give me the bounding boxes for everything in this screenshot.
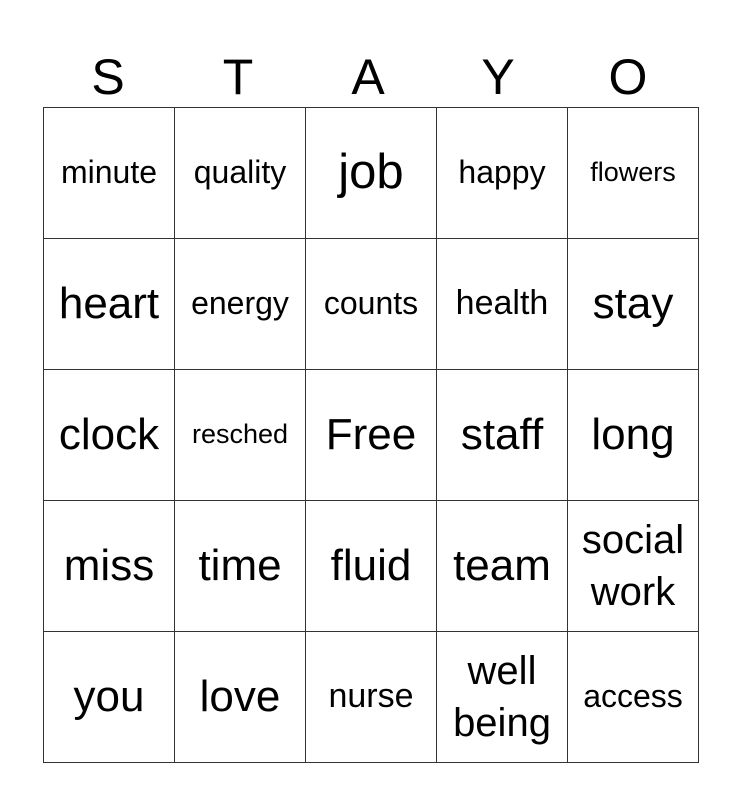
bingo-cell xyxy=(568,632,699,763)
bingo-cell xyxy=(306,632,437,763)
cell-label: long xyxy=(591,409,675,459)
header-letter-s: S xyxy=(91,49,125,105)
bingo-cell xyxy=(306,239,437,370)
cell-label: health xyxy=(455,284,549,323)
bingo-cell xyxy=(306,501,437,632)
cell-label: stay xyxy=(592,278,674,328)
bingo-cell xyxy=(44,501,175,632)
bingo-header xyxy=(43,48,693,106)
cell-label: social work xyxy=(581,518,685,614)
bingo-cell xyxy=(568,501,699,632)
cell-label: happy xyxy=(458,154,546,191)
header-letter-t: T xyxy=(222,49,254,105)
cell-label: well being xyxy=(453,649,551,745)
bingo-cell xyxy=(437,108,568,239)
bingo-cell xyxy=(437,632,568,763)
header-letter-y: Y xyxy=(481,49,515,105)
cell-label: Free xyxy=(325,409,417,459)
cell-label: team xyxy=(453,540,551,590)
bingo-row xyxy=(44,239,699,370)
bingo-cell xyxy=(175,239,306,370)
cell-label: you xyxy=(73,671,145,721)
bingo-row xyxy=(44,370,699,501)
cell-label: miss xyxy=(63,540,155,590)
bingo-cell xyxy=(44,370,175,501)
bingo-cell xyxy=(44,632,175,763)
bingo-cell xyxy=(44,239,175,370)
cell-label: access xyxy=(583,678,683,715)
cell-label: job xyxy=(338,145,404,200)
cell-label: nurse xyxy=(328,677,414,716)
header-letter-o: O xyxy=(608,49,648,105)
cell-label: resched xyxy=(191,419,289,450)
cell-label: love xyxy=(199,671,281,721)
bingo-card xyxy=(43,107,699,763)
bingo-cell xyxy=(175,632,306,763)
cell-label: quality xyxy=(193,154,287,191)
bingo-cell xyxy=(306,370,437,501)
bingo-cell xyxy=(44,108,175,239)
bingo-row xyxy=(44,632,699,763)
bingo-row xyxy=(44,501,699,632)
cell-label: staff xyxy=(460,409,544,459)
cell-label: time xyxy=(198,540,282,590)
bingo-cell xyxy=(306,108,437,239)
bingo-cell xyxy=(568,108,699,239)
cell-label: counts xyxy=(323,285,419,322)
cell-label: heart xyxy=(58,278,160,328)
cell-label: flowers xyxy=(590,157,676,188)
bingo-cell xyxy=(568,239,699,370)
bingo-cell xyxy=(437,239,568,370)
cell-label: fluid xyxy=(330,540,412,590)
bingo-row xyxy=(44,108,699,239)
bingo-cell xyxy=(175,501,306,632)
bingo-cell xyxy=(437,501,568,632)
bingo-cell xyxy=(568,370,699,501)
bingo-cell xyxy=(175,108,306,239)
bingo-cell xyxy=(437,370,568,501)
cell-label: clock xyxy=(58,409,160,459)
cell-label: energy xyxy=(191,285,289,322)
cell-label: minute xyxy=(60,154,158,191)
header-letter-a: A xyxy=(351,49,385,105)
bingo-cell xyxy=(175,370,306,501)
